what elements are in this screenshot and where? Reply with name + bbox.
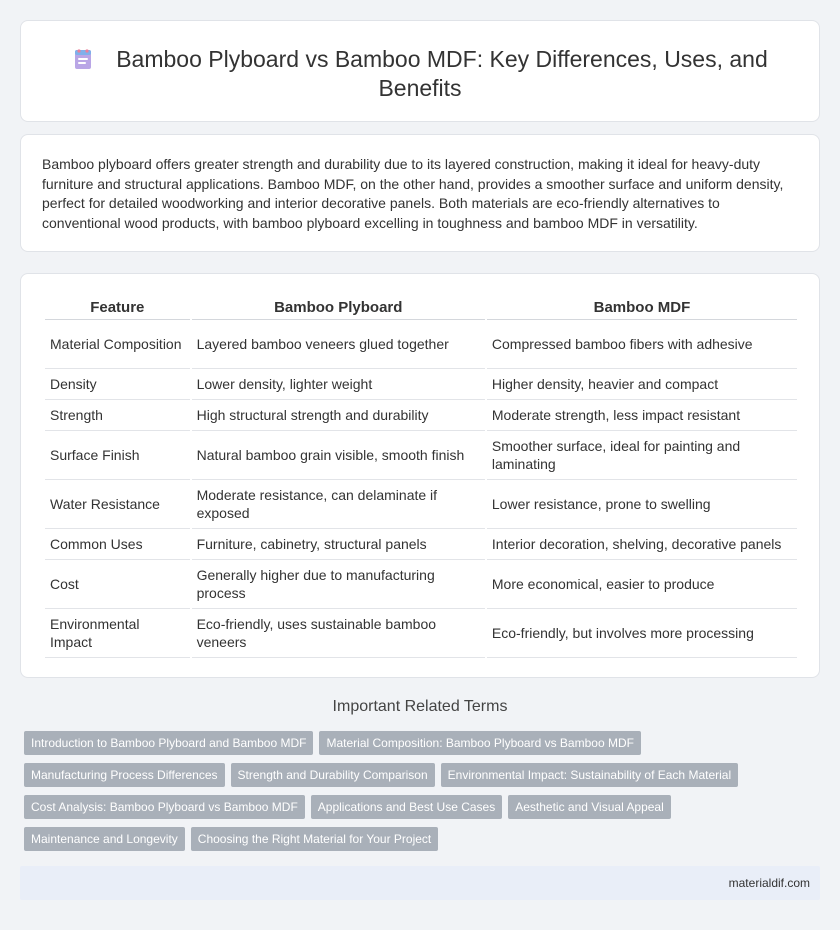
table-cell: Eco-friendly, uses sustainable bamboo veneers xyxy=(192,609,485,658)
table-cell: Generally higher due to manufacturing process xyxy=(192,560,485,609)
table-header-row xyxy=(45,294,797,320)
table-cell: Cost xyxy=(45,560,190,609)
table-cell: Compressed bamboo fibers with adhesive xyxy=(487,320,797,369)
table-cell: Eco-friendly, but involves more processing xyxy=(487,609,797,658)
table-cell: Material Composition xyxy=(45,320,190,369)
column-header: Bamboo MDF xyxy=(487,294,797,320)
table-cell: High structural strength and durability xyxy=(192,400,485,431)
related-term-tag[interactable]: Applications and Best Use Cases xyxy=(311,795,502,819)
table-cell: Lower density, lighter weight xyxy=(192,369,485,400)
table-cell: Moderate strength, less impact resistant xyxy=(487,400,797,431)
table-cell: Strength xyxy=(45,400,190,431)
table-cell: Interior decoration, shelving, decorative panels xyxy=(487,529,797,560)
column-header: Bamboo Plyboard xyxy=(192,294,485,320)
related-term-tag[interactable]: Manufacturing Process Differences xyxy=(24,763,225,787)
table-cell: Furniture, cabinetry, structural panels xyxy=(192,529,485,560)
table-cell: Water Resistance xyxy=(45,480,190,529)
title-card xyxy=(20,20,820,122)
table-row xyxy=(45,609,797,658)
table-cell: Higher density, heavier and compact xyxy=(487,369,797,400)
footer-site-link[interactable]: materialdif.com xyxy=(728,876,810,890)
table-cell: Common Uses xyxy=(45,529,190,560)
table-cell: Layered bamboo veneers glued together xyxy=(192,320,485,369)
table-cell: Natural bamboo grain visible, smooth finish xyxy=(192,431,485,480)
related-term-tag[interactable]: Introduction to Bamboo Plyboard and Bamboo MDF xyxy=(24,731,313,755)
table-cell: Moderate resistance, can delaminate if exposed xyxy=(192,480,485,529)
summary-card xyxy=(20,134,820,252)
related-term-tag[interactable]: Environmental Impact: Sustainability of Each Material xyxy=(441,763,738,787)
table-cell: More economical, easier to produce xyxy=(487,560,797,609)
table-cell: Smoother surface, ideal for painting and laminating xyxy=(487,431,797,480)
related-term-tag[interactable]: Aesthetic and Visual Appeal xyxy=(508,795,671,819)
comparison-table xyxy=(43,294,799,658)
related-term-tag[interactable]: Strength and Durability Comparison xyxy=(231,763,435,787)
related-term-tag[interactable]: Maintenance and Longevity xyxy=(24,827,185,851)
related-terms-heading: Important Related Terms xyxy=(332,698,508,715)
related-terms-list xyxy=(24,731,804,859)
table-row xyxy=(45,560,797,609)
footer xyxy=(20,866,820,900)
table-cell: Lower resistance, prone to swelling xyxy=(487,480,797,529)
summary-text: Bamboo plyboard offers greater strength and durability due to its layered construction, making it ideal for heavy-duty furniture and structural applications. Bamboo MDF, on the other hand, provides a smoother surface and uniform density, perfect for detailed woodworking and interior decorative panels. Both materials are eco-friendly alternatives to conventional wood products, with bamboo plyboard excelling in toughness and bamboo MDF in versatility. xyxy=(42,156,784,231)
table-row xyxy=(45,480,797,529)
table-row xyxy=(45,529,797,560)
document-icon xyxy=(72,48,94,70)
table-row xyxy=(45,431,797,480)
table-cell: Density xyxy=(45,369,190,400)
comparison-card xyxy=(20,273,820,678)
table-row xyxy=(45,320,797,369)
table-row xyxy=(45,400,797,431)
related-term-tag[interactable]: Choosing the Right Material for Your Project xyxy=(191,827,438,851)
page-title: Bamboo Plyboard vs Bamboo MDF: Key Differences, Uses, and Benefits xyxy=(116,46,768,101)
column-header: Feature xyxy=(45,294,190,320)
table-cell: Environmental Impact xyxy=(45,609,190,658)
related-term-tag[interactable]: Cost Analysis: Bamboo Plyboard vs Bamboo MDF xyxy=(24,795,305,819)
table-row xyxy=(45,369,797,400)
table-cell: Surface Finish xyxy=(45,431,190,480)
related-term-tag[interactable]: Material Composition: Bamboo Plyboard vs Bamboo MDF xyxy=(319,731,640,755)
